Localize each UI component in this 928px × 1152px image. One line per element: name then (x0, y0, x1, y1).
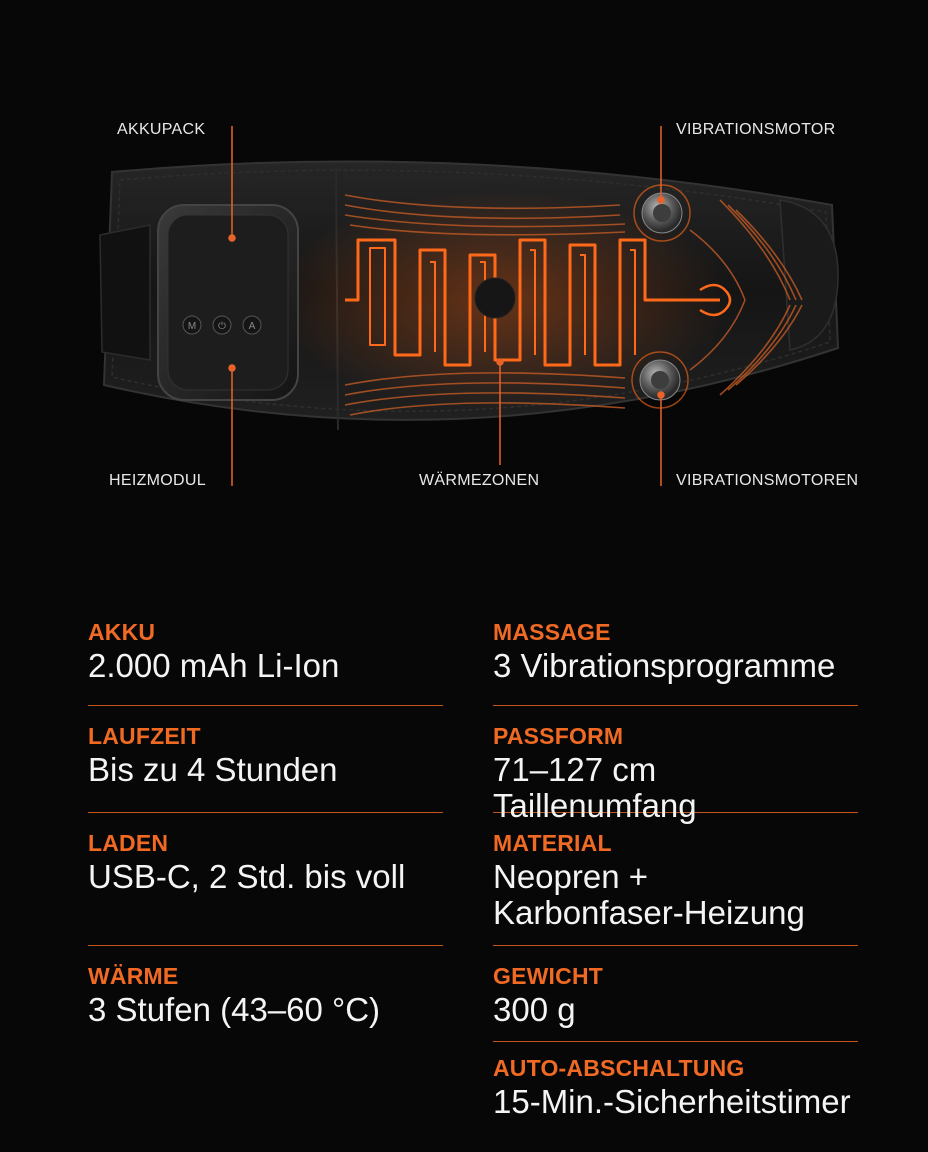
spec-label: WÄRME (88, 963, 179, 989)
spec-auto-abschaltung (493, 1042, 858, 1132)
spec-label: AUTO-ABSCHALTUNG (493, 1055, 745, 1081)
vibration-motor-bottom (632, 352, 688, 408)
spec-material (493, 813, 858, 946)
spec-label: PASSFORM (493, 723, 624, 749)
specs-right-column (493, 610, 858, 1132)
spec-label: LAUFZEIT (88, 723, 201, 749)
callout-waermezonen: WÄRMEZONEN (419, 472, 540, 489)
spec-value: USB-C, 2 Std. bis voll (88, 858, 406, 895)
spec-passform (493, 706, 858, 824)
spec-value: 3 Vibrationsprogramme (493, 647, 836, 684)
spec-massage (493, 610, 858, 706)
product-diagram (0, 0, 928, 560)
spec-value: 300 g (493, 991, 576, 1028)
velcro-strap (100, 225, 150, 360)
auto-button-label: A (248, 321, 256, 332)
specs-left-column (88, 610, 443, 1056)
spec-label: MASSAGE (493, 619, 611, 645)
controller-pod (158, 205, 298, 400)
power-button-label: ⏻ (218, 321, 226, 332)
controller-buttons (183, 316, 261, 334)
spec-laufzeit (88, 706, 443, 813)
vibration-motor-top (634, 185, 690, 241)
spec-waerme (88, 946, 443, 1056)
spec-akku (88, 610, 443, 706)
spec-label: GEWICHT (493, 963, 603, 989)
spec-laden (88, 813, 443, 946)
mode-button-label: M (187, 321, 197, 332)
callout-akkupack: AKKUPACK (117, 121, 206, 138)
callout-heizmodul: HEIZMODUL (109, 472, 206, 489)
spec-gewicht (493, 946, 858, 1042)
spec-value: 2.000 mAh Li-Ion (88, 647, 340, 684)
callout-vibrationsmotor: VIBRATIONSMOTOR (676, 121, 836, 138)
callout-vibrationsmotoren: VIBRATIONSMOTOREN (676, 472, 859, 489)
spec-label: LADEN (88, 830, 169, 856)
heating-core (475, 278, 515, 318)
spec-value: Bis zu 4 Stunden (88, 751, 338, 788)
spec-value: 3 Stufen (43–60 °C) (88, 991, 381, 1028)
spec-value: 15-Min.-Sicherheitstimer (493, 1083, 851, 1120)
spec-value: 71–127 cm Taillenumfang (493, 751, 697, 824)
spec-value: Neopren + Karbonfaser-Heizung (493, 858, 805, 931)
spec-label: AKKU (88, 619, 156, 645)
spec-label: MATERIAL (493, 830, 612, 856)
